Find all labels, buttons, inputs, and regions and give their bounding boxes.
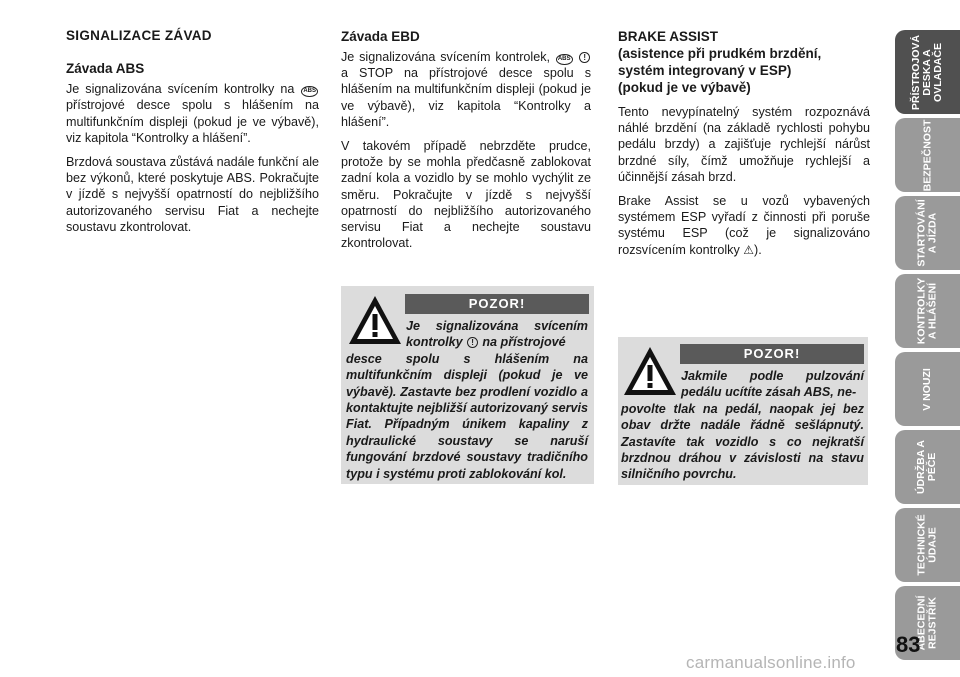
tab-udrzba[interactable]: ÚDRŽBA A PÉČE <box>895 430 960 504</box>
brake-assist-paragraph-1: Tento nevypínatelný systém rozpoznává náhlé brzdění (na základě rychlosti pohybu pedálu brzdy) a zajišťuje rychlejší nárůst brzdné síly, čímž umožňuje rychlejší a účinnější zásah brzd. <box>618 105 870 184</box>
warning-label: POZOR! <box>680 344 864 364</box>
brake-warning-icon: ! <box>467 337 478 348</box>
esp-warning-icon: ⚠ <box>743 242 755 257</box>
column-ebd-fault <box>341 28 591 259</box>
warning-text: Je signalizována svícením kontrolky ! na přístrojové desce spolu s hlášením na multifunkčním displeji (pokud je ve výbavě). Zastavte bez prodlení vozidlo a kontaktujte nejbližší autorizovaný servis Fiat. Případným únikem kapaliny z hydraulické soustavy se naruší fungování brzdové soustavy tradičního typu i systému proti zablokování kol. <box>346 319 588 481</box>
section-heading: SIGNALIZACE ZÁVAD <box>66 28 212 43</box>
ebd-fault-paragraph-1: Je signalizována svícením kontrolek, ABS ! a STOP na přístrojové desce spolu s hlášením na multifunkčním displeji (pokud je ve výbavě), viz kapitola “Kontrolky a hlášení”. <box>341 50 591 129</box>
abs-warning-icon: ABS <box>301 86 318 97</box>
tab-bezpecnost[interactable]: BEZPEČNOST <box>895 118 960 192</box>
abs-fault-paragraph-1: Je signalizována svícením kontrolky na ABS přístrojové desce spolu s hlášením na multifunkčním displeji (pokud je ve výbavě), viz kapitola “Kontrolky a hlášení”. <box>66 82 319 145</box>
ebd-fault-paragraph-2: V takovém případě nebrzděte prudce, protože by se mohla předčasně zablokovat zadní kola a vozidlo by se mohlo vychýlit ze směru. Pokračujte v jízdě s nejvyšší opatrností do nejbližšího autorizovaného servisu Fiat a nechejte soustavu zkontrolovat. <box>341 139 591 251</box>
watermark: carmanualsonline.info <box>686 653 856 672</box>
tab-startovani[interactable]: STARTOVÁNÍ A JÍZDA <box>895 196 960 270</box>
tab-v-nouzi[interactable]: V NOUZI <box>895 352 960 426</box>
brake-assist-heading: BRAKE ASSIST (asistence při prudkém brzdění, systém integrovaný v ESP) (pokud je ve výbavě) <box>618 29 822 95</box>
column-abs-fault <box>66 28 319 243</box>
tab-abecedni-rejstrik[interactable]: ABECEDNÍ REJSTŘÍK <box>895 586 960 660</box>
brake-warning-icon: ! <box>579 52 590 63</box>
abs-fault-heading: Závada ABS <box>66 61 145 77</box>
column-brake-assist <box>618 28 870 266</box>
warning-box-ebd <box>341 286 594 484</box>
ebd-fault-heading: Závada EBD <box>341 29 420 44</box>
warning-text: Jakmile podle pulzování pedálu ucítíte zásah ABS, ne- povolte tlak na pedál, naopak jej bez obav držte nadále řádně sešlápnutý. Zastavíte tak vozidlo s co nejkratší brzdnou dráhou v závislosti na stavu silničního povrchu. <box>621 369 864 482</box>
brake-assist-paragraph-2: Brake Assist se u vozů vybavených systémem ESP vyřadí z činnosti při poruše systému ESP (což je signalizováno rozsvícením kontrolky ⚠). <box>618 194 870 257</box>
abs-fault-paragraph-2: Brzdová soustava zůstává nadále funkční ale bez výkonů, které poskytuje ABS. Pokračujte v jízdě s nejvyšší opatrností do nejbližšího autorizovaného servisu Fiat a nechejte soustavu zkontrolovat. <box>66 155 319 234</box>
tab-pristrojova-deska[interactable]: PŘÍSTROJOVÁ DESKA A OVLADAČE <box>895 30 960 114</box>
tab-kontrolky[interactable]: KONTROLKY A HLÁŠENÍ <box>895 274 960 348</box>
page-number: 83 <box>896 632 921 657</box>
warning-label: POZOR! <box>405 294 589 314</box>
tab-technicke-udaje[interactable]: TECHNICKÉ ÚDAJE <box>895 508 960 582</box>
warning-box-brake-assist <box>618 337 868 485</box>
abs-warning-icon: ABS <box>556 54 573 65</box>
